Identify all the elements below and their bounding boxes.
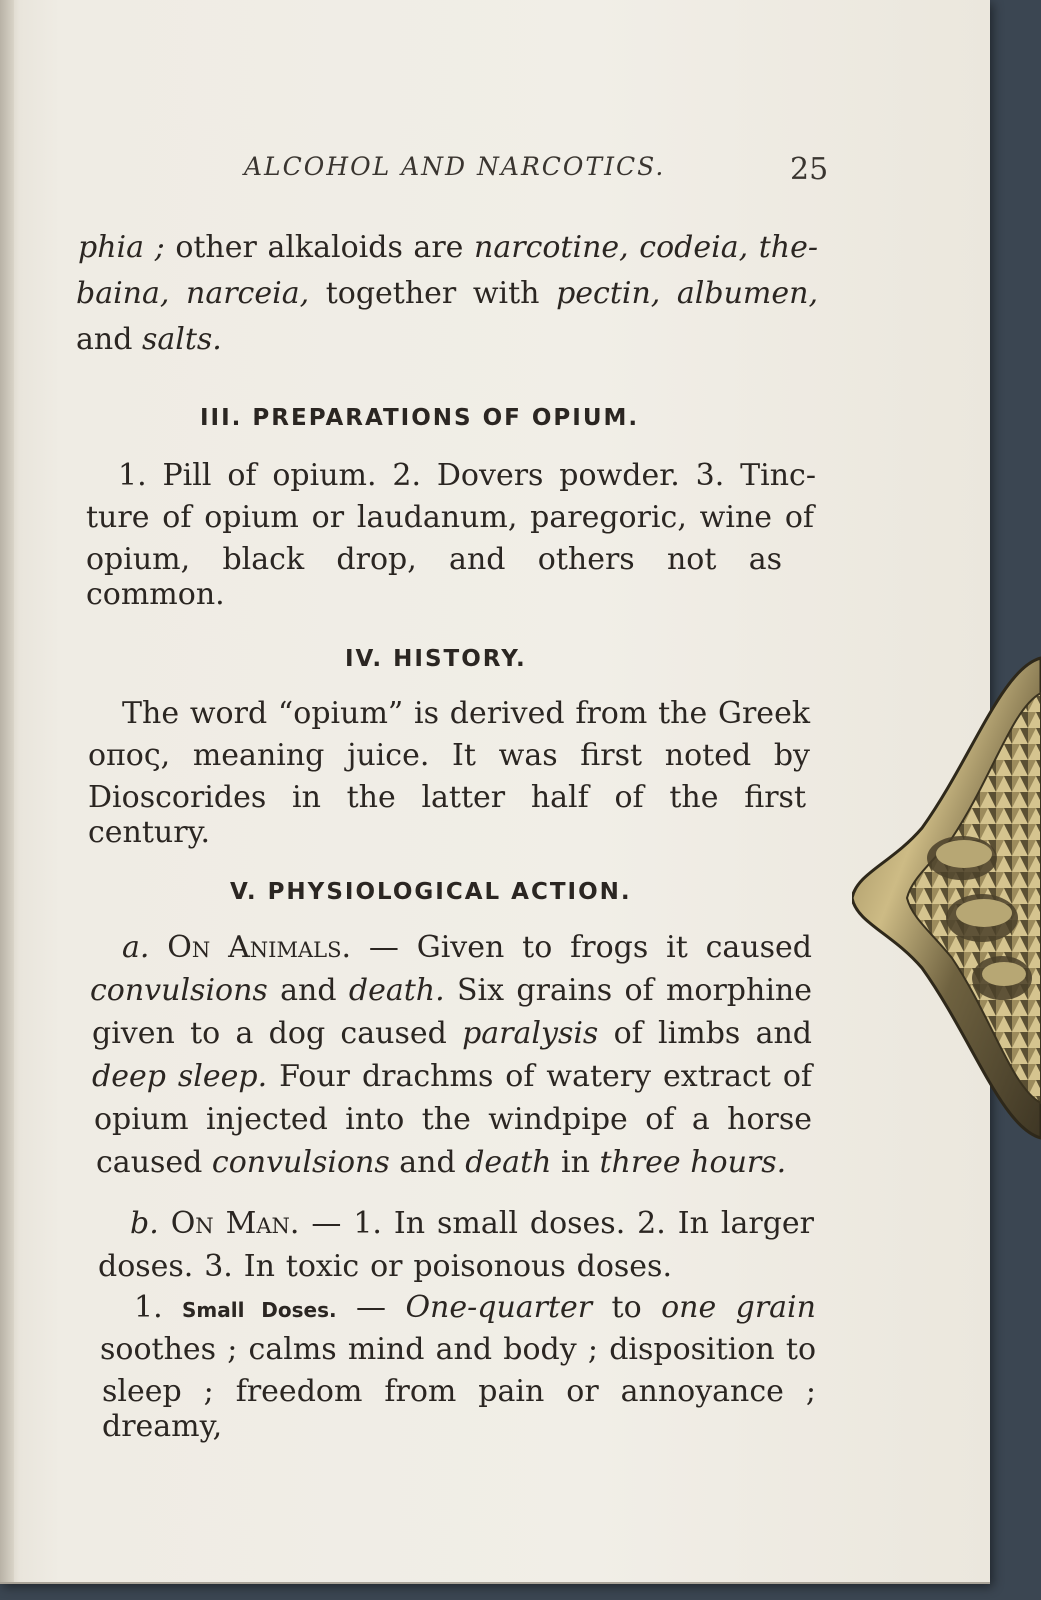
man-line-2: doses. 3. In toxic or poisonous doses.: [98, 1249, 672, 1284]
small-doses-text: —: [336, 1290, 406, 1325]
running-head: ALCOHOL AND NARCOTICS.: [244, 152, 666, 181]
intro-text: and: [76, 322, 142, 357]
animals-term: death.: [348, 973, 445, 1008]
animals-line-3: [92, 1016, 812, 1051]
intro-text: other alkaloids are: [164, 230, 475, 265]
animals-text: Six grains of morphine: [444, 973, 813, 1008]
small-doses-line-1: [134, 1290, 816, 1325]
intro-term-salts: salts.: [141, 322, 222, 357]
small-doses-text: to: [592, 1290, 662, 1325]
page-number: 25: [790, 152, 829, 187]
intro-line-3: [76, 322, 222, 357]
subsection-title: On Animals.: [149, 930, 351, 965]
subheading-small-doses: Small Doses.: [182, 1298, 337, 1322]
intro-terms: pectin, albumen,: [556, 276, 818, 311]
animals-term: convulsions: [211, 1145, 390, 1180]
preparations-line: ture of opium or laudanum, paregoric, wine of: [86, 500, 814, 535]
history-line: οπος, meaning juice. It was first noted by: [88, 738, 810, 773]
animals-text: and: [267, 973, 349, 1008]
animals-term: paralysis: [462, 1016, 599, 1051]
animals-text: and: [389, 1145, 466, 1180]
animals-line-1: [122, 930, 812, 965]
small-doses-line-3: sleep ; freedom from pain or annoyance ; dreamy,: [102, 1374, 816, 1444]
animals-line-5: opium injected into the windpipe of a horse: [94, 1102, 812, 1137]
intro-line-2: [76, 276, 818, 311]
animals-text: given to a dog caused: [92, 1016, 463, 1051]
intro-terms: narcotine, codeia, the-: [474, 230, 818, 265]
intro-terms: baina, narceia,: [76, 276, 310, 311]
animals-line-6: [96, 1145, 786, 1180]
intro-term-phia: phia ;: [78, 230, 165, 265]
subsection-letter: a.: [122, 930, 150, 965]
subsection-title: On Man.: [158, 1206, 300, 1241]
history-line: The word “opium” is derived from the Greek: [122, 696, 810, 731]
animals-term: convulsions: [90, 973, 268, 1008]
animals-text: — Given to frogs it caused: [351, 930, 812, 965]
animals-text: Four drachms of watery extract of: [267, 1059, 812, 1094]
animals-text: caused: [96, 1145, 212, 1180]
brass-page-clip: [852, 648, 1041, 1148]
animals-term: death: [465, 1145, 552, 1180]
animals-line-4: [92, 1059, 812, 1094]
man-line-1: [130, 1206, 814, 1241]
history-line: Dioscorides in the latter half of the first century.: [88, 780, 806, 850]
section-heading-preparations: III. PREPARATIONS OF OPIUM.: [200, 405, 640, 431]
page-gutter: [0, 0, 14, 1582]
animals-term: deep sleep.: [92, 1059, 268, 1094]
item-number: 1.: [134, 1290, 183, 1325]
animals-text: of limbs and: [598, 1016, 812, 1051]
intro-text: together with: [309, 276, 557, 311]
section-heading-physiological-action: V. PHYSIOLOGICAL ACTION.: [230, 879, 632, 905]
animals-term: three hours.: [599, 1145, 787, 1180]
intro-line-1: [78, 230, 818, 265]
small-doses-term: One-quarter: [405, 1290, 593, 1325]
preparations-line: opium, black drop, and others not as common.: [86, 542, 782, 612]
small-doses-term: one grain: [661, 1290, 816, 1325]
section-heading-history: IV. HISTORY.: [345, 646, 527, 672]
subsection-letter: b.: [130, 1206, 159, 1241]
animals-line-2: [90, 973, 812, 1008]
animals-text: in: [551, 1145, 600, 1180]
man-text: — 1. In small doses. 2. In larger: [299, 1206, 814, 1241]
preparations-line: 1. Pill of opium. 2. Dovers powder. 3. Tinc-: [118, 458, 816, 493]
small-doses-line-2: soothes ; calms mind and body ; disposition to: [100, 1332, 816, 1367]
